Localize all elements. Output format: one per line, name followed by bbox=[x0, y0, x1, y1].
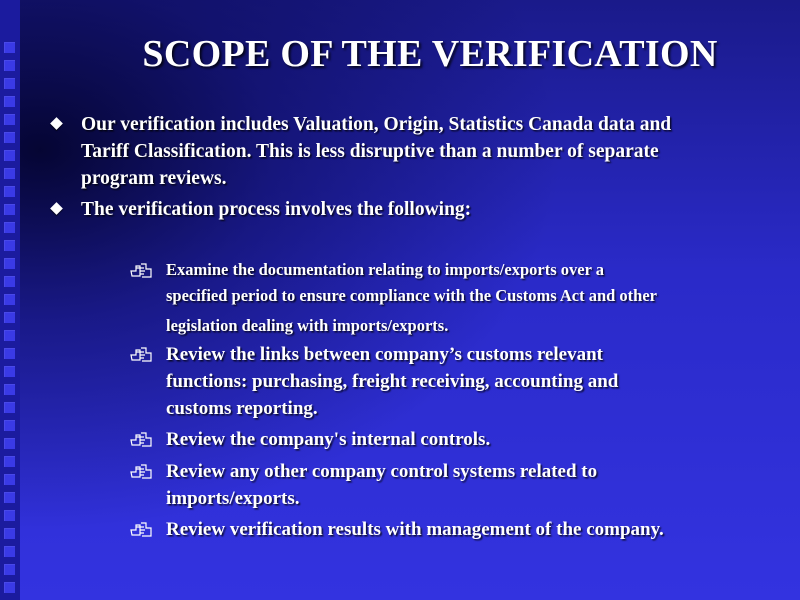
bullet-text bbox=[81, 196, 471, 223]
sub-item-text bbox=[166, 257, 657, 339]
decorative-square bbox=[4, 294, 15, 305]
decorative-square bbox=[4, 438, 15, 449]
bullet-item bbox=[48, 111, 768, 192]
sub-item-text bbox=[166, 458, 597, 512]
sub-item-line: Review the company's internal controls. bbox=[166, 429, 491, 450]
diamond-bullet-icon bbox=[50, 202, 63, 215]
decorative-square bbox=[4, 492, 15, 503]
decorative-square bbox=[4, 384, 15, 395]
diamond-bullet-icon bbox=[50, 117, 63, 130]
bullet-line: The verification process involves the following: bbox=[81, 199, 472, 220]
sub-item-line: legislation dealing with imports/exports. bbox=[166, 316, 449, 335]
bullet-line: Tariff Classification. This is less disruptive than a number of separate bbox=[81, 141, 659, 162]
decorative-square bbox=[4, 42, 15, 53]
sub-item bbox=[128, 341, 778, 422]
decorative-square bbox=[4, 582, 15, 593]
decorative-square bbox=[4, 546, 15, 557]
decorative-square bbox=[4, 132, 15, 143]
decorative-square bbox=[4, 114, 15, 125]
sub-item-text bbox=[166, 426, 490, 453]
sub-item bbox=[128, 516, 778, 543]
decorative-square bbox=[4, 330, 15, 341]
decorative-square bbox=[4, 420, 15, 431]
pointing-hands-icon bbox=[130, 521, 152, 542]
decorative-square bbox=[4, 402, 15, 413]
bullet-text bbox=[81, 111, 671, 192]
pointing-hands-icon bbox=[130, 346, 152, 367]
pointing-hands-icon bbox=[130, 463, 152, 484]
decorative-square bbox=[4, 96, 15, 107]
sub-item-line: functions: purchasing, freight receiving, accounting and bbox=[166, 371, 619, 392]
decorative-square bbox=[4, 348, 15, 359]
decorative-square bbox=[4, 366, 15, 377]
decorative-square bbox=[4, 186, 15, 197]
sub-item-line: Review verification results with management of the company. bbox=[166, 519, 664, 540]
bullet-line: Our verification includes Valuation, Origin, Statistics Canada data and bbox=[81, 114, 672, 135]
decorative-square bbox=[4, 528, 15, 539]
decorative-square bbox=[4, 510, 15, 521]
decorative-square bbox=[4, 60, 15, 71]
sub-item-text bbox=[166, 516, 664, 543]
sub-item bbox=[128, 257, 778, 339]
decorative-squares bbox=[2, 42, 18, 600]
decorative-square bbox=[4, 168, 15, 179]
sub-item-line: customs reporting. bbox=[166, 398, 318, 419]
decorative-square bbox=[4, 240, 15, 251]
bullet-line: program reviews. bbox=[81, 168, 227, 189]
decorative-square bbox=[4, 150, 15, 161]
pointing-hands-icon bbox=[130, 262, 152, 283]
sub-item-line: Review the links between company’s customs relevant bbox=[166, 344, 603, 365]
decorative-square bbox=[4, 456, 15, 467]
sub-item-line: specified period to ensure compliance with the Customs Act and other bbox=[166, 286, 658, 305]
decorative-square bbox=[4, 312, 15, 323]
pointing-hands-icon bbox=[130, 431, 152, 452]
left-decorative-strip bbox=[0, 0, 20, 600]
sub-item bbox=[128, 426, 778, 453]
sub-item-line: Review any other company control systems related to bbox=[166, 461, 598, 482]
slide-title: SCOPE OF THE VERIFICATION bbox=[142, 33, 718, 75]
decorative-square bbox=[4, 222, 15, 233]
decorative-square bbox=[4, 78, 15, 89]
sub-item-text bbox=[166, 341, 618, 422]
decorative-square bbox=[4, 204, 15, 215]
sub-item-line: imports/exports. bbox=[166, 488, 300, 509]
decorative-square bbox=[4, 276, 15, 287]
decorative-square bbox=[4, 474, 15, 485]
decorative-square bbox=[4, 258, 15, 269]
bullet-item bbox=[48, 196, 768, 223]
sub-item-line: Examine the documentation relating to imports/exports over a bbox=[166, 260, 604, 279]
decorative-square bbox=[4, 564, 15, 575]
sub-item bbox=[128, 458, 778, 512]
